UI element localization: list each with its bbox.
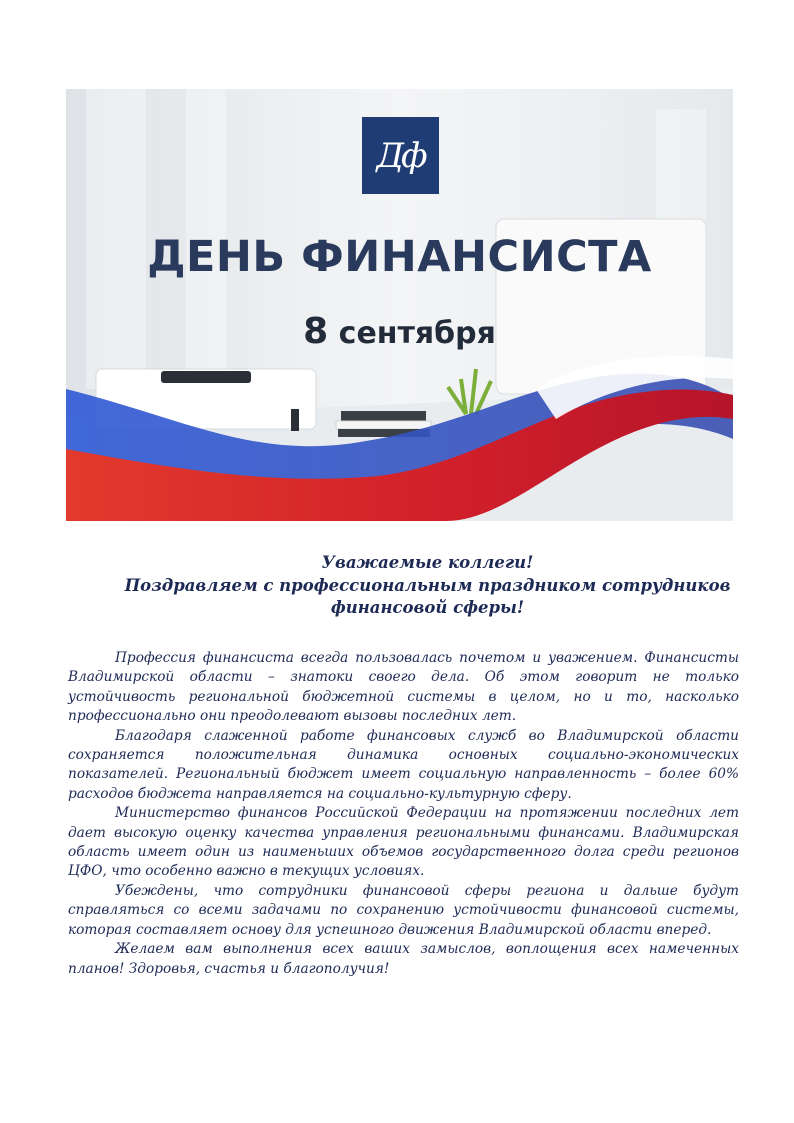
greeting-line-1: Уважаемые коллеги! <box>321 553 534 572</box>
banner-date-month: сентября <box>338 316 496 351</box>
banner-date <box>66 311 733 352</box>
banner-date-day: 8 <box>303 311 329 352</box>
greeting-line-2: Поздравляем с профессиональным праздником сотрудников <box>124 575 731 595</box>
paragraph-2: Благодаря слаженной работе финансовых служб во Владимирской области сохраняется положительная динамика основных социально-экономических показателей. Региональный бюджет имеет социальную направленность – более 60% расходов бюджета направляется на социально-культурную сферу. <box>68 727 739 802</box>
paragraph-5: Желаем вам выполнения всех ваших замыслов, воплощения всех намеченных планов! Здоровья, счастья и благополучия! <box>68 941 739 977</box>
greeting-heading <box>60 552 794 620</box>
paragraph-3: Министерство финансов Российской Федерации на протяжении последних лет дает высокую оценку качества управления региональными финансами. Владимирская область имеет один из наименьших объемов государственного долга среди регионов ЦФО, что особенно важно в текущих условиях. <box>68 805 739 880</box>
greeting-line-3: финансовой сферы! <box>330 598 525 617</box>
banner-title: ДЕНЬ ФИНАНСИСТА <box>147 232 652 282</box>
paragraph-1: Профессия финансиста всегда пользовалась почетом и уважением. Финансисты Владимирской области – знатоки своего дела. Об этом говорит не только устойчивость региональной бюджетной системы в целом, но и то, насколько профессионально они преодолевают вызовы последних лет. <box>68 650 739 725</box>
letter-body <box>68 649 739 979</box>
finance-ministry-logo: Дф <box>362 117 439 194</box>
paragraph-4: Убеждены, что сотрудники финансовой сферы региона и дальше будут справляться со всеми задачами по сохранению устойчивости финансовой системы, которая составляет основу для успешного движения Владимирской области вперед. <box>68 882 739 938</box>
banner-image <box>66 89 733 521</box>
